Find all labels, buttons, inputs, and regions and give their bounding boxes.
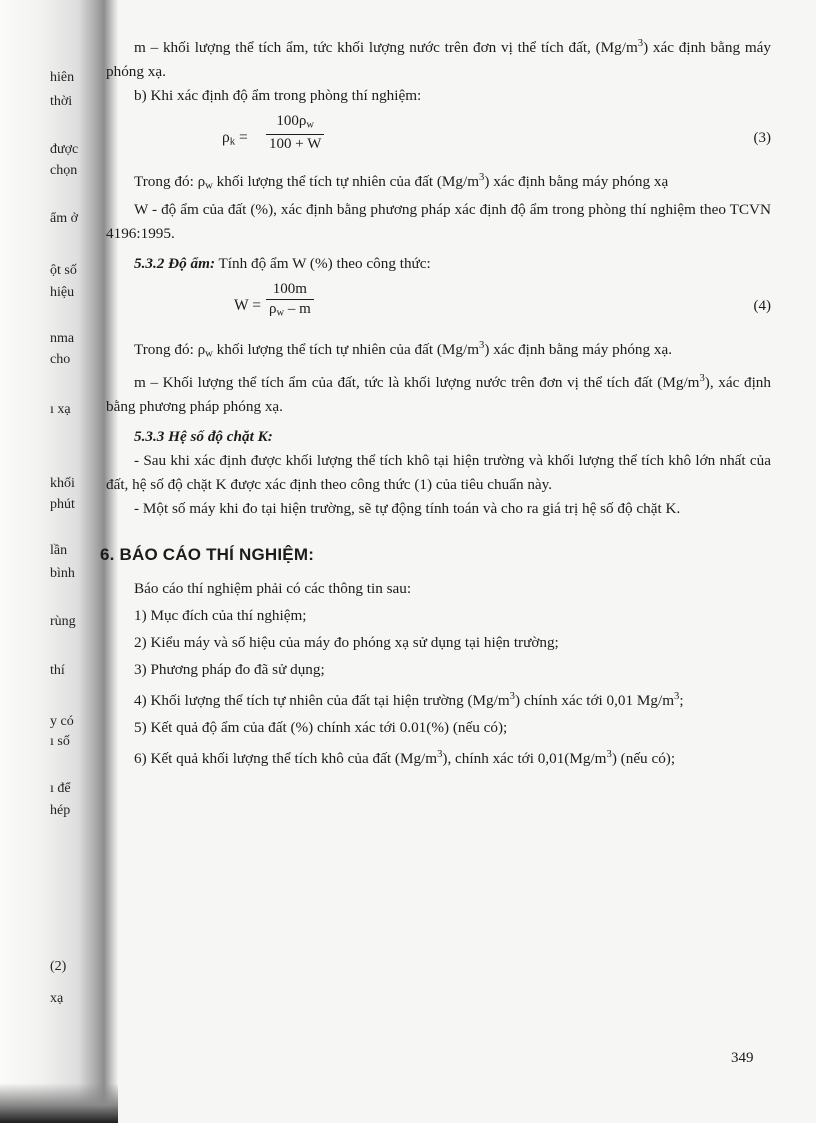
- margin-fragment: bình: [50, 566, 75, 581]
- list-item: 3) Phương pháp đo đã sử dụng;: [134, 660, 325, 678]
- margin-fragment: phút: [50, 497, 75, 512]
- list-item: 6) Kết quả khối lượng thể tích khô của đất $(Mg/m^3)$, chính xác tới $0,01(Mg/m^3)$ (nếu có);: [134, 748, 676, 767]
- margin-fragment: ı số: [50, 734, 70, 749]
- formula-3-lhs: $\rho_k$ =: [222, 128, 248, 148]
- margin-fragment: ı xạ: [50, 402, 71, 417]
- page-number: 349: [731, 1050, 754, 1066]
- section-6-intro: Báo cáo thí nghiệm phải có các thông tin sau:: [134, 579, 412, 597]
- margin-fragment: y có: [50, 714, 74, 729]
- formula-3-fraction: [266, 112, 324, 155]
- paragraph-m-definition: m – khối lượng thể tích ẩm, tức khối lượng nước trên đơn vị thể tích đất, $(Mg/m^3)$ xác định bằng máy phóng xạ.: [106, 38, 771, 80]
- where-m: m – Khối lượng thể tích ẩm của đất, tức là khối lượng nước trên đơn vị thể tích đất $(Mg/m^3)$, xác định bằng phương pháp phóng xạ.: [106, 372, 771, 415]
- formula-4-lhs: W =: [234, 297, 261, 315]
- margin-fragment: hiệu: [50, 285, 75, 300]
- margin-fragment: chọn: [50, 163, 78, 178]
- formula-3: [106, 112, 771, 162]
- margin-fragment: ẩm ở: [50, 211, 79, 226]
- section-5-3-3-paragraph-1: - Sau khi xác định được khối lượng thể tích khô tại hiện trường và khối lượng thể tích khô lớn nhất của đất, hệ số độ chặt K được xác định theo công thức (1) của tiêu chuẩn này.: [106, 451, 771, 493]
- where-w: W - độ ẩm của đất (%), xác định bằng phương pháp xác định độ ẩm trong phòng thí nghiệm theo TCVN 4196:1995.: [106, 201, 771, 243]
- margin-fragment: xạ: [50, 991, 64, 1006]
- section-5-3-2: 5.3.2 Độ ẩm: Tính độ ẩm W (%) theo công thức:: [134, 255, 431, 273]
- margin-fragment: lần: [50, 543, 68, 558]
- list-item: 4) Khối lượng thể tích tự nhiên của đất tại hiện trường $(Mg/m^3)$ chính xác tới 0,01 $Mg/m^3$;: [134, 690, 684, 709]
- binding-shadow-bottom: [0, 1083, 118, 1123]
- formula-3-number: (3): [753, 129, 771, 146]
- formula-4-numerator: 100m: [266, 280, 314, 300]
- margin-fragment: (2): [50, 959, 67, 974]
- margin-fragment: được: [50, 142, 79, 157]
- formula-4-number: (4): [753, 298, 771, 315]
- formula-4-denominator: $\rho_w$ – m: [269, 301, 311, 319]
- formula-4: [106, 280, 771, 330]
- margin-fragment: thí: [50, 663, 65, 678]
- list-item: 1) Mục đích của thí nghiệm;: [134, 606, 307, 624]
- list-item: 5) Kết quả độ ẩm của đất (%) chính xác tới 0.01(%) (nếu có);: [134, 718, 508, 736]
- formula-3-numerator: $100\rho_w$: [266, 112, 324, 136]
- section-5-3-3-heading: 5.3.3 Hệ số độ chặt K:: [134, 427, 273, 445]
- margin-fragment: hép: [50, 803, 71, 818]
- margin-fragment: rùng: [50, 614, 76, 629]
- list-item: 2) Kiểu máy và số hiệu của máy đo phóng xạ sử dụng tại hiện trường;: [134, 633, 559, 651]
- section-5-3-3-paragraph-2: - Một số máy khi đo tại hiện trường, sẽ tự động tính toán và cho ra giá trị hệ số độ chặt K.: [134, 499, 681, 517]
- item-b: b) Khi xác định độ ẩm trong phòng thí nghiệm:: [134, 86, 422, 104]
- margin-fragment: ı để: [50, 781, 71, 796]
- where-rho-w-1: Trong đó: $\rho_w$ khối lượng thể tích tự nhiên của đất $(Mg/m^3)$ xác định bằng máy phóng xạ: [134, 171, 669, 192]
- margin-fragment: ột số: [50, 263, 77, 278]
- section-5-3-2-heading: 5.3.2 Độ ẩm:: [134, 255, 215, 273]
- margin-fragment: nma: [50, 331, 75, 346]
- margin-fragment: hiên: [50, 70, 75, 85]
- where-rho-w-2: Trong đó: $\rho_w$ khối lượng thể tích tự nhiên của đất $(Mg/m^3)$ xác định bằng máy phóng xạ.: [134, 340, 673, 360]
- page-content: [100, 32, 771, 773]
- margin-fragment: thời: [50, 94, 73, 109]
- margin-fragment: cho: [50, 352, 71, 367]
- margin-fragment: khối: [50, 476, 75, 491]
- formula-4-fraction: [266, 280, 314, 323]
- report-requirements-list: [106, 577, 771, 771]
- formula-3-denominator: 100 + W: [269, 136, 322, 153]
- section-6-title: 6. BÁO CÁO THÍ NGHIỆM:: [100, 544, 315, 564]
